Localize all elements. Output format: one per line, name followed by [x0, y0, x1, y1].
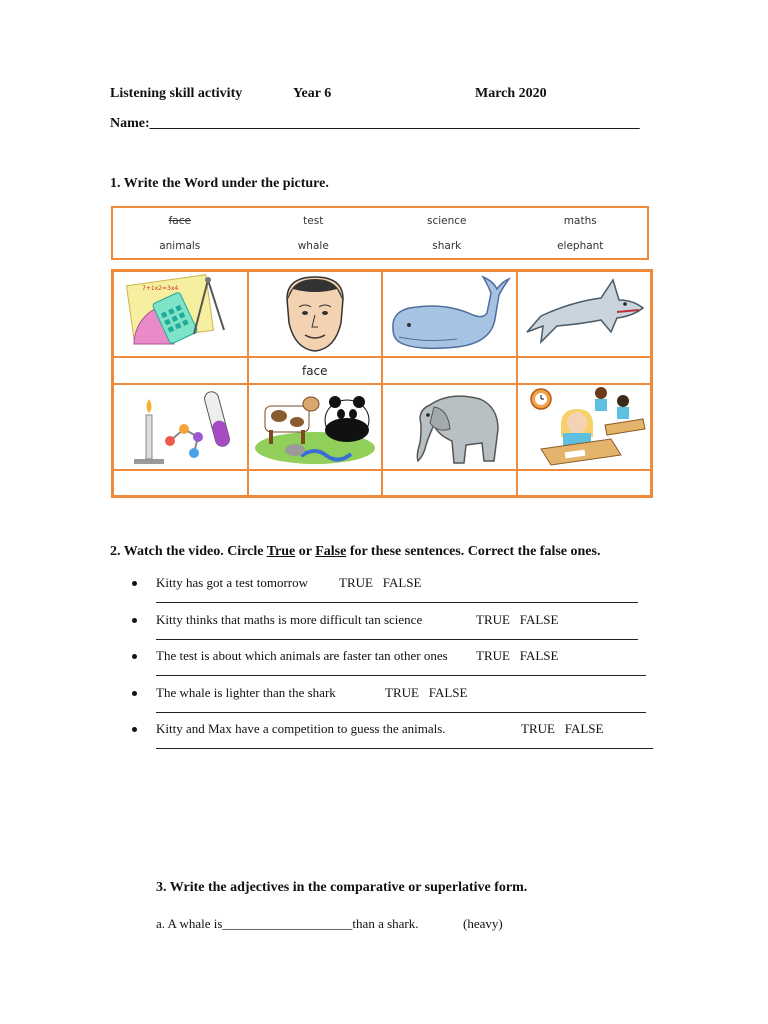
section2-title-false: False: [315, 544, 347, 559]
word-bank-item: face: [168, 214, 191, 227]
date-label: March 2020: [475, 86, 547, 101]
statement-text: Kitty thinks that maths is more difficult tan science: [156, 611, 423, 627]
word-bank-item: animals: [159, 239, 201, 252]
section2-title-true: True: [266, 544, 296, 559]
answer-line[interactable]: [156, 639, 638, 640]
section1-title: 1. Write the Word under the picture.: [110, 176, 329, 191]
test-icon: [521, 385, 647, 469]
answer-cell[interactable]: [248, 470, 383, 496]
bullet: [132, 618, 137, 623]
sentence-a-text[interactable]: a. A whale is____________________than a shark.: [156, 916, 419, 931]
statement-text: The test is about which animals are faster tan other ones: [156, 648, 448, 663]
test-picture: [517, 384, 652, 470]
true-false-options[interactable]: TRUE FALSE: [476, 611, 559, 627]
word-bank-item: elephant: [557, 239, 604, 252]
science-picture: [113, 384, 248, 470]
shark-icon: [521, 276, 647, 352]
word-bank: [111, 206, 649, 260]
picture-grid: [111, 269, 653, 498]
answer-cell[interactable]: [517, 357, 652, 384]
answer-cell[interactable]: [517, 470, 652, 496]
sentence-a: [156, 916, 503, 932]
true-false-options[interactable]: TRUE FALSE: [521, 721, 604, 736]
list-item: [132, 648, 662, 685]
list-item: [132, 575, 662, 612]
word-bank-item: test: [303, 214, 324, 227]
bullet: [132, 691, 137, 696]
true-false-list: [132, 575, 662, 758]
bullet: [132, 727, 137, 732]
answer-cell[interactable]: [382, 357, 517, 384]
true-false-options[interactable]: TRUE FALSE: [385, 684, 468, 700]
name-field[interactable]: Name:______________________________________________________________________: [110, 116, 640, 131]
science-icon: [120, 385, 240, 469]
elephant-picture: [382, 384, 517, 470]
section3-title: 3. Write the adjectives in the comparative or superlative form.: [156, 880, 528, 895]
bullet: [132, 654, 137, 659]
statement-text: Kitty has got a test tomorrow: [156, 575, 309, 590]
list-item: [132, 721, 662, 758]
word-bank-item: shark: [432, 239, 462, 252]
svg-text:7+1x2=3x4: 7+1x2=3x4: [142, 285, 179, 292]
sentence-a-hint: (heavy): [463, 916, 503, 931]
word-bank-item: maths: [563, 214, 597, 227]
maths-picture: [113, 271, 248, 357]
word-bank-item: whale: [297, 239, 329, 252]
section2-title-or: or: [295, 544, 316, 559]
section2-title-post: for these sentences. Correct the false ones.: [346, 544, 601, 559]
answer-cell[interactable]: [113, 470, 248, 496]
section2-title: [110, 544, 600, 560]
maths-icon: [120, 274, 240, 354]
statement-text: Kitty and Max have a competition to guess the animals.: [156, 721, 446, 736]
bullet: [132, 581, 137, 586]
elephant-icon: [390, 385, 508, 469]
list-item: [132, 612, 662, 649]
face-picture: [248, 271, 383, 357]
answer-line[interactable]: [156, 748, 653, 749]
whale-picture: [382, 271, 517, 357]
answer-cell[interactable]: [382, 470, 517, 496]
true-false-options[interactable]: TRUE FALSE: [476, 648, 559, 663]
statement-text: The whale is lighter than the shark: [156, 684, 336, 700]
animals-picture: [248, 384, 383, 470]
answer-cell[interactable]: face: [248, 357, 383, 384]
whale-icon: [387, 273, 511, 355]
section2-title-pre: 2. Watch the video. Circle: [110, 544, 267, 559]
face-icon: [275, 273, 355, 355]
activity-title: Listening skill activity: [110, 86, 243, 101]
animals-icon: [251, 386, 379, 468]
true-false-options[interactable]: TRUE FALSE: [339, 575, 422, 590]
year-label: Year 6: [293, 86, 332, 101]
list-item: [132, 685, 662, 722]
word-bank-item: science: [426, 214, 467, 227]
answer-cell[interactable]: [113, 357, 248, 384]
answer-line[interactable]: [156, 675, 646, 676]
shark-picture: [517, 271, 652, 357]
answer-line[interactable]: [156, 712, 646, 713]
answer-line[interactable]: [156, 602, 638, 603]
